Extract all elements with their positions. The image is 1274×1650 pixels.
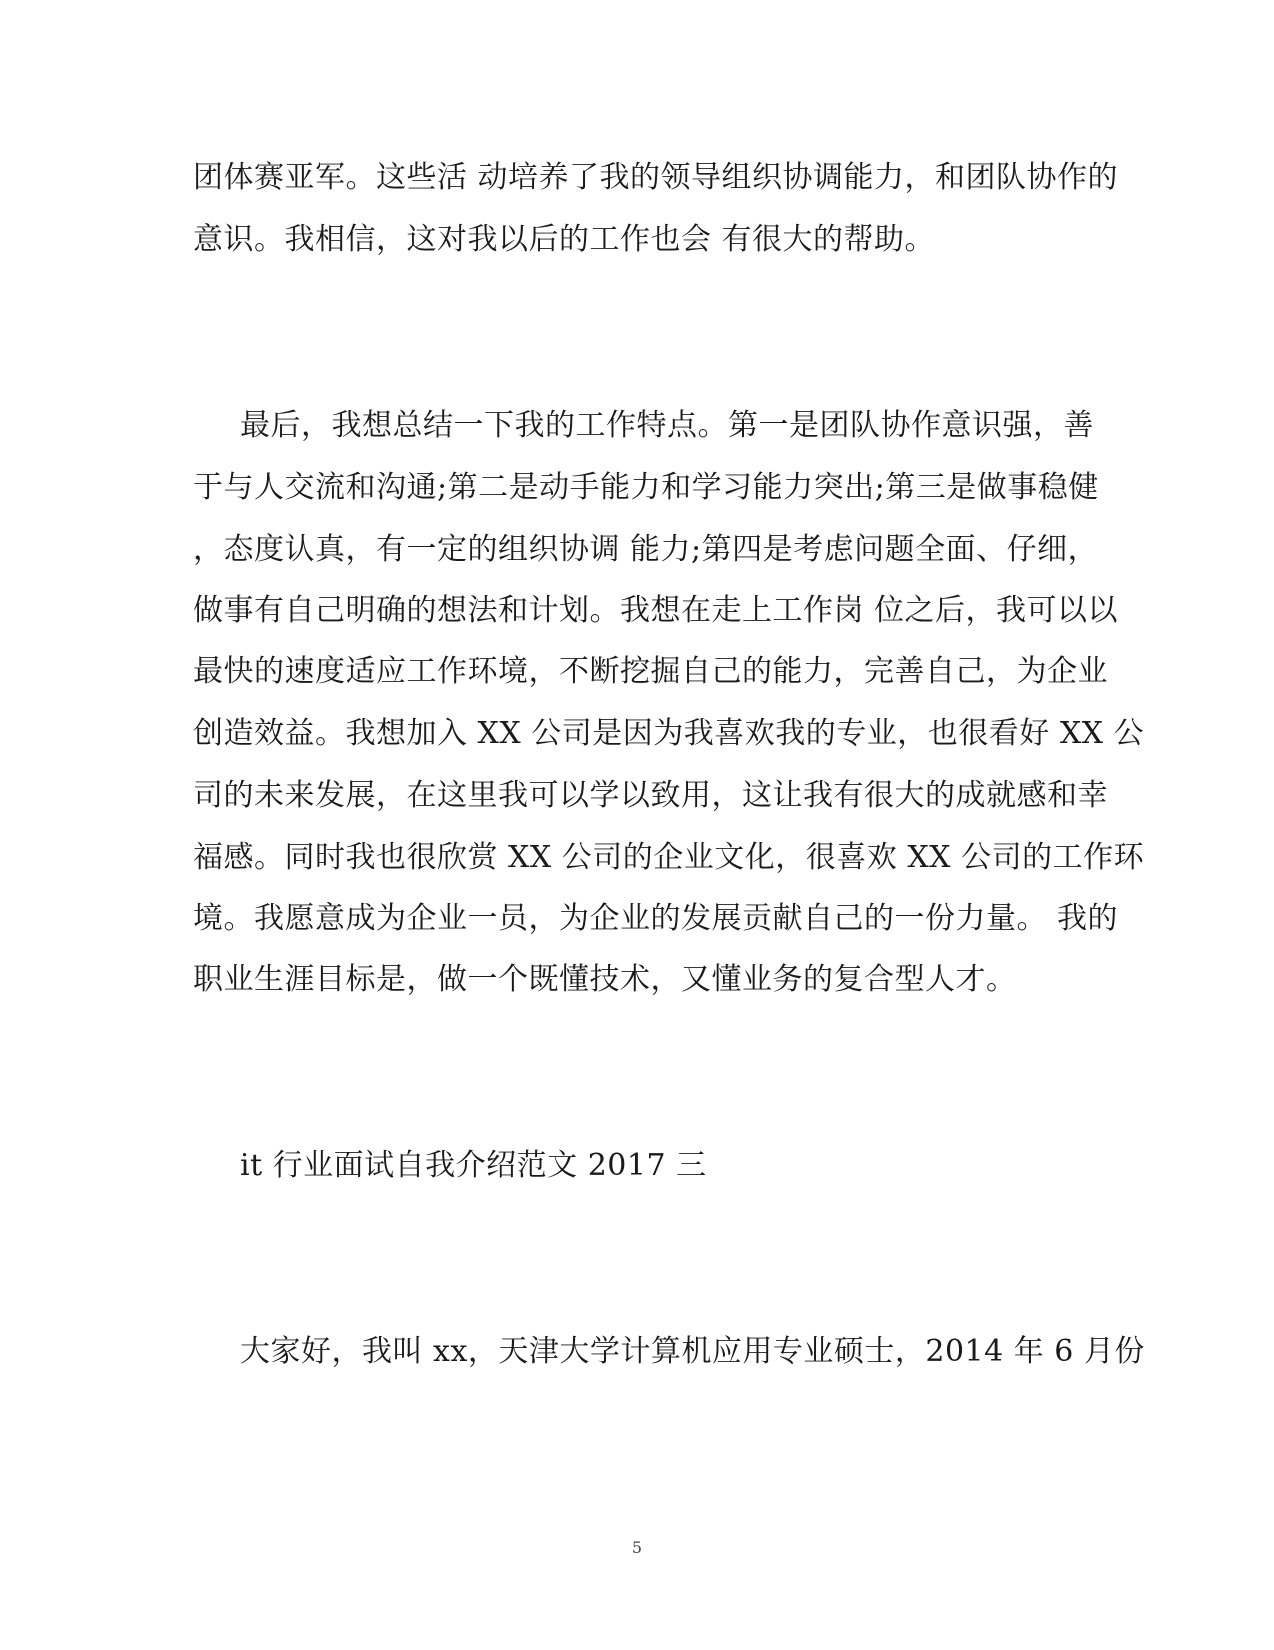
paragraph-line: 最快的速度适应工作环境，不断挖掘自己的能力，完善自己，为企业 [193, 654, 1108, 689]
paragraph-line: 于与人交流和沟通;第二是动手能力和学习能力突出;第三是做事稳健 [193, 470, 1099, 505]
paragraph-line: 意识。我相信，这对我以后的工作也会 有很大的帮助。 [193, 222, 936, 257]
paragraph-line: 最后，我想总结一下我的工作特点。第一是团队协作意识强，善 [240, 408, 1094, 443]
section-heading: it 行业面试自我介绍范文 2017 三 [240, 1148, 707, 1183]
paragraph-line: 做事有自己明确的想法和计划。我想在走上工作岗 位之后，我可以以 [193, 593, 1119, 628]
paragraph-line: 创造效益。我想加入 XX 公司是因为我喜欢我的专业，也很看好 XX 公 [193, 716, 1145, 751]
paragraph-line: 福感。同时我也很欣赏 XX 公司的企业文化，很喜欢 XX 公司的工作环 [193, 840, 1145, 875]
paragraph-line: ，态度认真，有一定的组织协调 能力;第四是考虑问题全面、仔细， [193, 532, 1099, 567]
paragraph-line: 境。我愿意成为企业一员，为企业的发展贡献自己的一份力量。 我的 [193, 901, 1119, 936]
page-number: 5 [631, 1538, 643, 1557]
paragraph-line: 职业生涯目标是，做一个既懂技术，又懂业务的复合型人才。 [193, 962, 1017, 997]
paragraph-line: 司的未来发展，在这里我可以学以致用，这让我有很大的成就感和幸 [193, 778, 1108, 813]
paragraph-line: 团体赛亚军。这些活 动培养了我的领导组织协调能力，和团队协作的 [193, 160, 1119, 195]
paragraph-line: 大家好，我叫 xx，天津大学计算机应用专业硕士，2014 年 6 月份 [240, 1334, 1145, 1369]
